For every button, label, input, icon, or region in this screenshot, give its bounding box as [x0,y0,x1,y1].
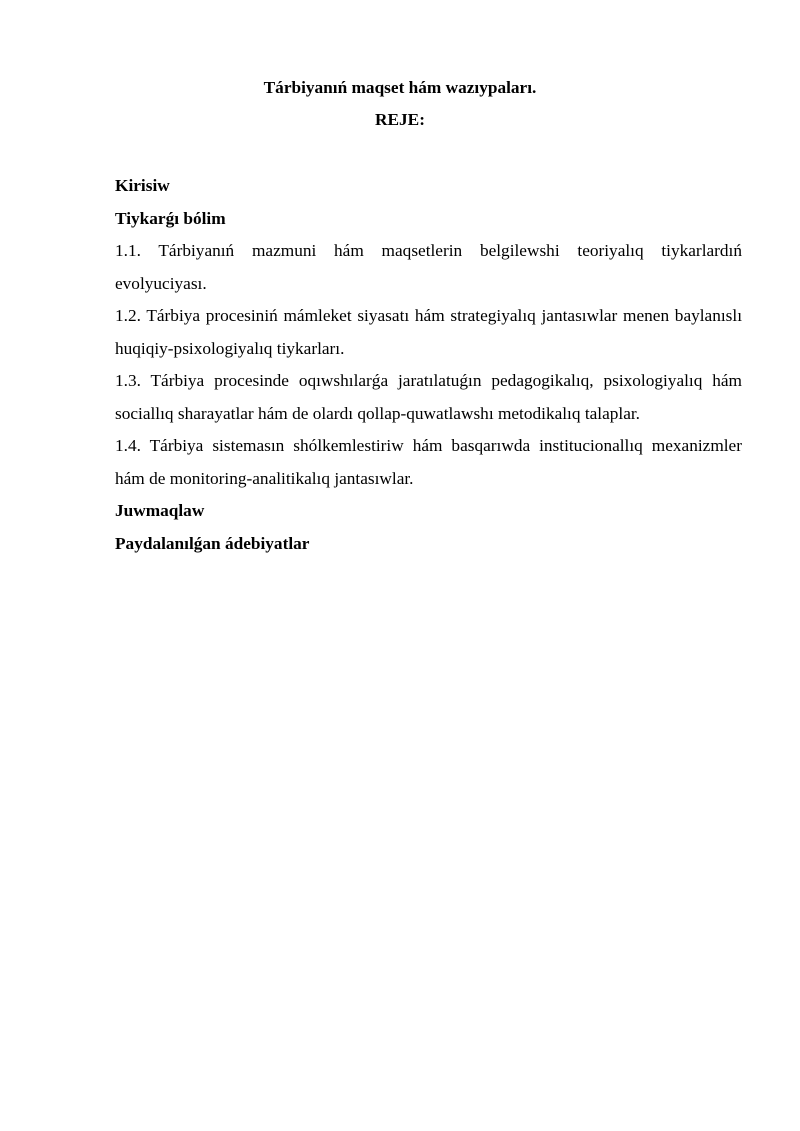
outline-item-1-3: 1.3. Tárbiya procesinde oqıwshılarǵa jaratılatuǵın pedagogikalıq, psixologiyalıq hám sociallıq sharayatlar hám de olardı qollap-quwatlawshı metodikalıq talaplar. [115,371,742,423]
outline-item-1-1: 1.1. Tárbiyanıń mazmuni hám maqsetlerin belgilewshi teoriyalıq tiykarlardıń evolyuciyası. [115,241,742,293]
document-title: Tárbiyanıń maqset hám wazıypaları. [263,78,537,97]
plan-heading: REJE: [375,110,425,129]
section-conclusion: Juwmaqlaw [115,501,205,520]
section-references: Paydalanılǵan ádebiyatlar [115,533,310,553]
section-introduction: Kirisiw [115,176,170,195]
section-main-part: Tiykarǵı bólim [115,208,226,228]
outline-item-1-2: 1.2. Tárbiya procesiniń mámleket siyasatı hám strategiyalıq jantasıwlar menen baylanıslı huqiqiy-psixologiyalıq tiykarları. [115,306,742,358]
outline-item-1-4: 1.4. Tárbiya sistemasın shólkemlestiriw hám basqarıwda institucionallıq mexanizmler hám de monitoring-analitikalıq jantasıwlar. [115,436,742,488]
plan-outline [115,170,742,560]
